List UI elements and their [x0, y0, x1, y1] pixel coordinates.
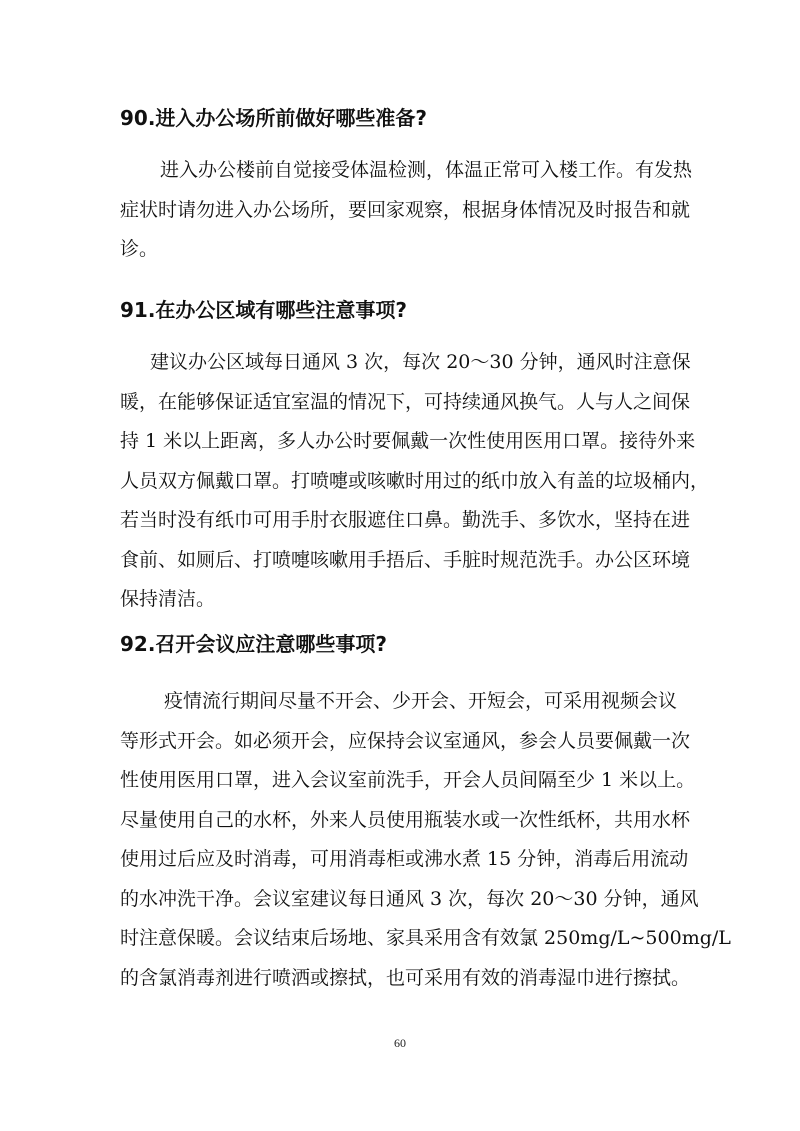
paragraph-line: 暖，在能够保证适宜室温的情况下，可持续通风换气。人与人之间保 [120, 390, 691, 413]
paragraph-line: 建议办公区域每日通风 3 次，每次 20～30 分钟，通风时注意保 [150, 351, 691, 373]
paragraph-line: 时注意保暖。会议结束后场地、家具采用含有效氯 250mg/L~500mg/L [120, 927, 731, 949]
paragraph-line: 若当时没有纸巾可用手肘衣服遮住口鼻。勤洗手、多饮水，坚持在进 [120, 509, 691, 531]
paragraph-line: 持 1 米以上距离，多人办公时要佩戴一次性使用医用口罩。接待外来 [120, 430, 696, 452]
section-body-90 [120, 151, 693, 270]
paragraph-line: 性使用医用口罩，进入会议室前洗手，开会人员间隔至少 1 米以上。 [120, 769, 696, 791]
paragraph-line: 症状时请勿进入办公场所，要回家观察，根据身体情况及时报告和就 [120, 198, 691, 221]
paragraph-line: 的水冲洗干净。会议室建议每日通风 3 次，每次 20～30 分钟，通风 [120, 887, 699, 910]
paragraph-line: 进入办公楼前自觉接受体温检测，体温正常可入楼工作。有发热 [160, 159, 693, 181]
paragraph-line: 诊。 [120, 238, 159, 260]
paragraph-line: 尽量使用自己的水杯，外来人员使用瓶装水或一次性纸杯，共用水杯 [120, 808, 691, 831]
page-number: 60 [394, 1036, 406, 1050]
paragraph-line: 疫情流行期间尽量不开会、少开会、开短会，可采用视频会议 [164, 690, 678, 712]
section-body-91 [120, 343, 710, 620]
section-heading-90: 90.进入办公场所前做好哪些准备? [120, 106, 428, 130]
section-body-92 [120, 682, 731, 998]
paragraph-line: 人员双方佩戴口罩。打喷嚏或咳嗽时用过的纸巾放入有盖的垃圾桶内， [120, 469, 710, 492]
paragraph-line: 的含氯消毒剂进行喷洒或擦拭，也可采用有效的消毒湿巾进行擦拭。 [120, 966, 691, 989]
paragraph-line: 等形式开会。如必须开会，应保持会议室通风，参会人员要佩戴一次 [120, 729, 691, 752]
paragraph-line: 使用过后应及时消毒，可用消毒柜或沸水煮 15 分钟，消毒后用流动 [120, 848, 689, 870]
section-heading-92: 92.召开会议应注意哪些事项? [120, 632, 388, 656]
section-heading-91: 91.在办公区域有哪些注意事项? [120, 298, 408, 322]
paragraph-line: 保持清洁。 [120, 588, 216, 610]
paragraph-line: 食前、如厕后、打喷嚏咳嗽用手捂后、手脏时规范洗手。办公区环境 [120, 548, 691, 571]
